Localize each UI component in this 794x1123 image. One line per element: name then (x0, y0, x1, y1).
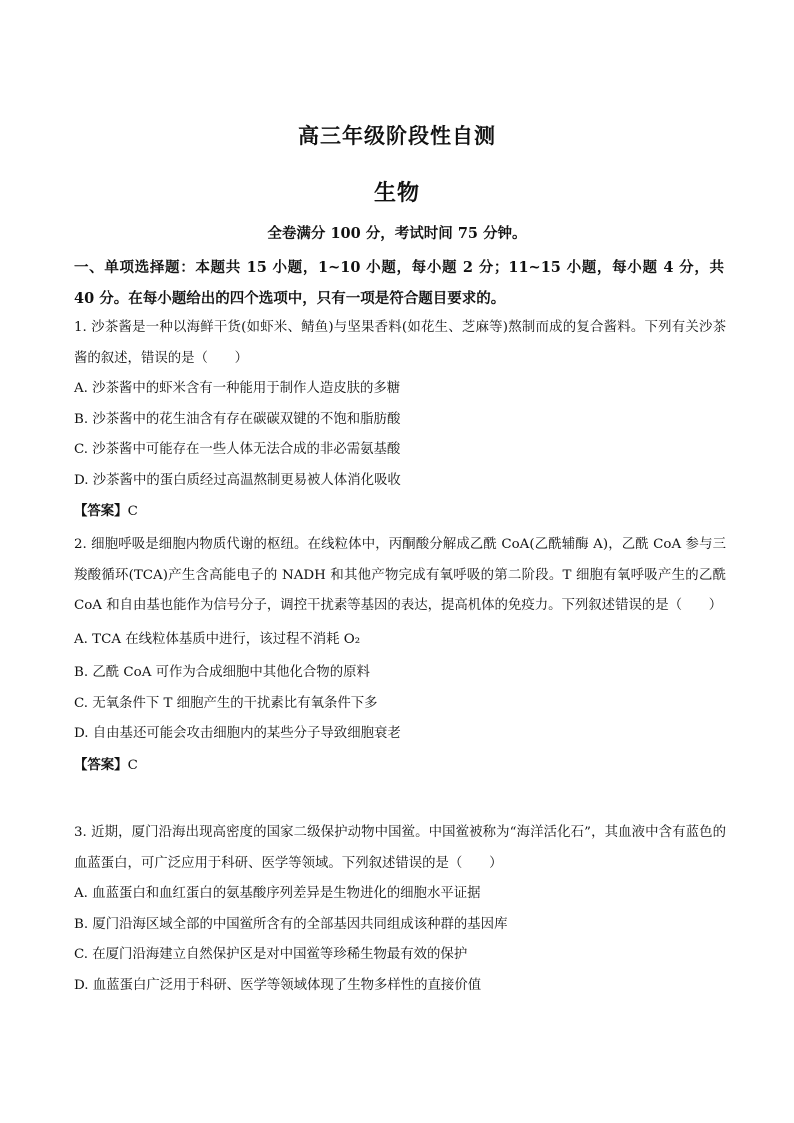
subject-title: 生物 (373, 180, 420, 206)
question-stem: 1. 沙茶酱是一种以海鲜干货(如虾米、鲭鱼)与坚果香料(如花生、芝麻等)熬制而成的复合酱料。下列有关沙茶酱的叙述，错误的是（ ） (74, 320, 726, 366)
answer-line (74, 750, 726, 782)
answer-label: 【答案】 (74, 756, 128, 773)
question-2 (74, 530, 726, 781)
answer-label: 【答案】 (74, 503, 128, 519)
option-b: B. 乙酰 CoA 可作为合成细胞中其他化合物的原料 (74, 665, 370, 680)
option-c: C. 无氧条件下 T 细胞产生的干扰素比有氧条件下多 (74, 695, 378, 711)
option-a: A. TCA 在线粒体基质中进行，该过程不消耗 O₂ (74, 631, 361, 647)
option-a: A. 沙茶酱中的虾米含有一种能用于制作人造皮肤的多糖 (74, 381, 401, 396)
option-a: A. 血蓝蛋白和血红蛋白的氨基酸序列差异是生物进化的细胞水平证据 (74, 886, 481, 901)
answer-value: C (127, 504, 138, 519)
option-c: C. 在厦门沿海建立自然保护区是对中国鲎等珍稀生物最有效的保护 (74, 947, 468, 962)
option-c: C. 沙茶酱中可能存在一些人体无法合成的非必需氨基酸 (74, 442, 401, 457)
option-d: D. 血蓝蛋白广泛用于科研、医学等领域体现了生物多样性的直接价值 (74, 977, 482, 993)
exam-title: 高三年级阶段性自测 (298, 123, 496, 148)
answer-value: C (127, 757, 138, 773)
question-stem: 2. 细胞呼吸是细胞内物质代谢的枢纽。在线粒体中，丙酮酸分解成乙酰 CoA(乙酰辅酶 A)，乙酰 CoA 参与三羧酸循环(TCA)产生含高能电子的 NADH 和其他产物完成有氧呼吸的第二阶段。T 细胞有氧呼吸产生的乙酰 CoA 和自由基也能作为信号分子，调控干扰素等基因的表达，提高机体的免疫力。下列叙述错误的是（ ） (74, 537, 726, 613)
section-heading: 一、单项选择题：本题共 15 小题，1~10 小题，每小题 2 分；11~15 小题，每小题 4 分，共 40 分。在每小题给出的四个选项中，只有一项是符合题目要求的。 (74, 259, 724, 307)
option-d: D. 自由基还可能会攻击细胞内的某些分子导致细胞衰老 (74, 726, 401, 741)
question-stem: 3. 近期，厦门沿海出现高密度的国家二级保护动物中国鲎。中国鲎被称为“海洋活化石”，其血液中含有蓝色的血蓝蛋白，可广泛应用于科研、医学等领域。下列叙述错误的是（ ） (74, 825, 726, 871)
option-b: B. 厦门沿海区域全部的中国鲎所含有的全部基因共同组成该种群的基因库 (74, 916, 508, 932)
answer-line (74, 496, 726, 528)
question-3 (74, 818, 726, 1001)
score-info: 全卷满分 100 分，考试时间 75 分钟。 (267, 225, 527, 242)
option-b: B. 沙茶酱中的花生油含有存在碳碳双键的不饱和脂肪酸 (74, 411, 401, 427)
option-d: D. 沙茶酱中的蛋白质经过高温熬制更易被人体消化吸收 (74, 472, 401, 488)
question-1 (74, 313, 726, 528)
